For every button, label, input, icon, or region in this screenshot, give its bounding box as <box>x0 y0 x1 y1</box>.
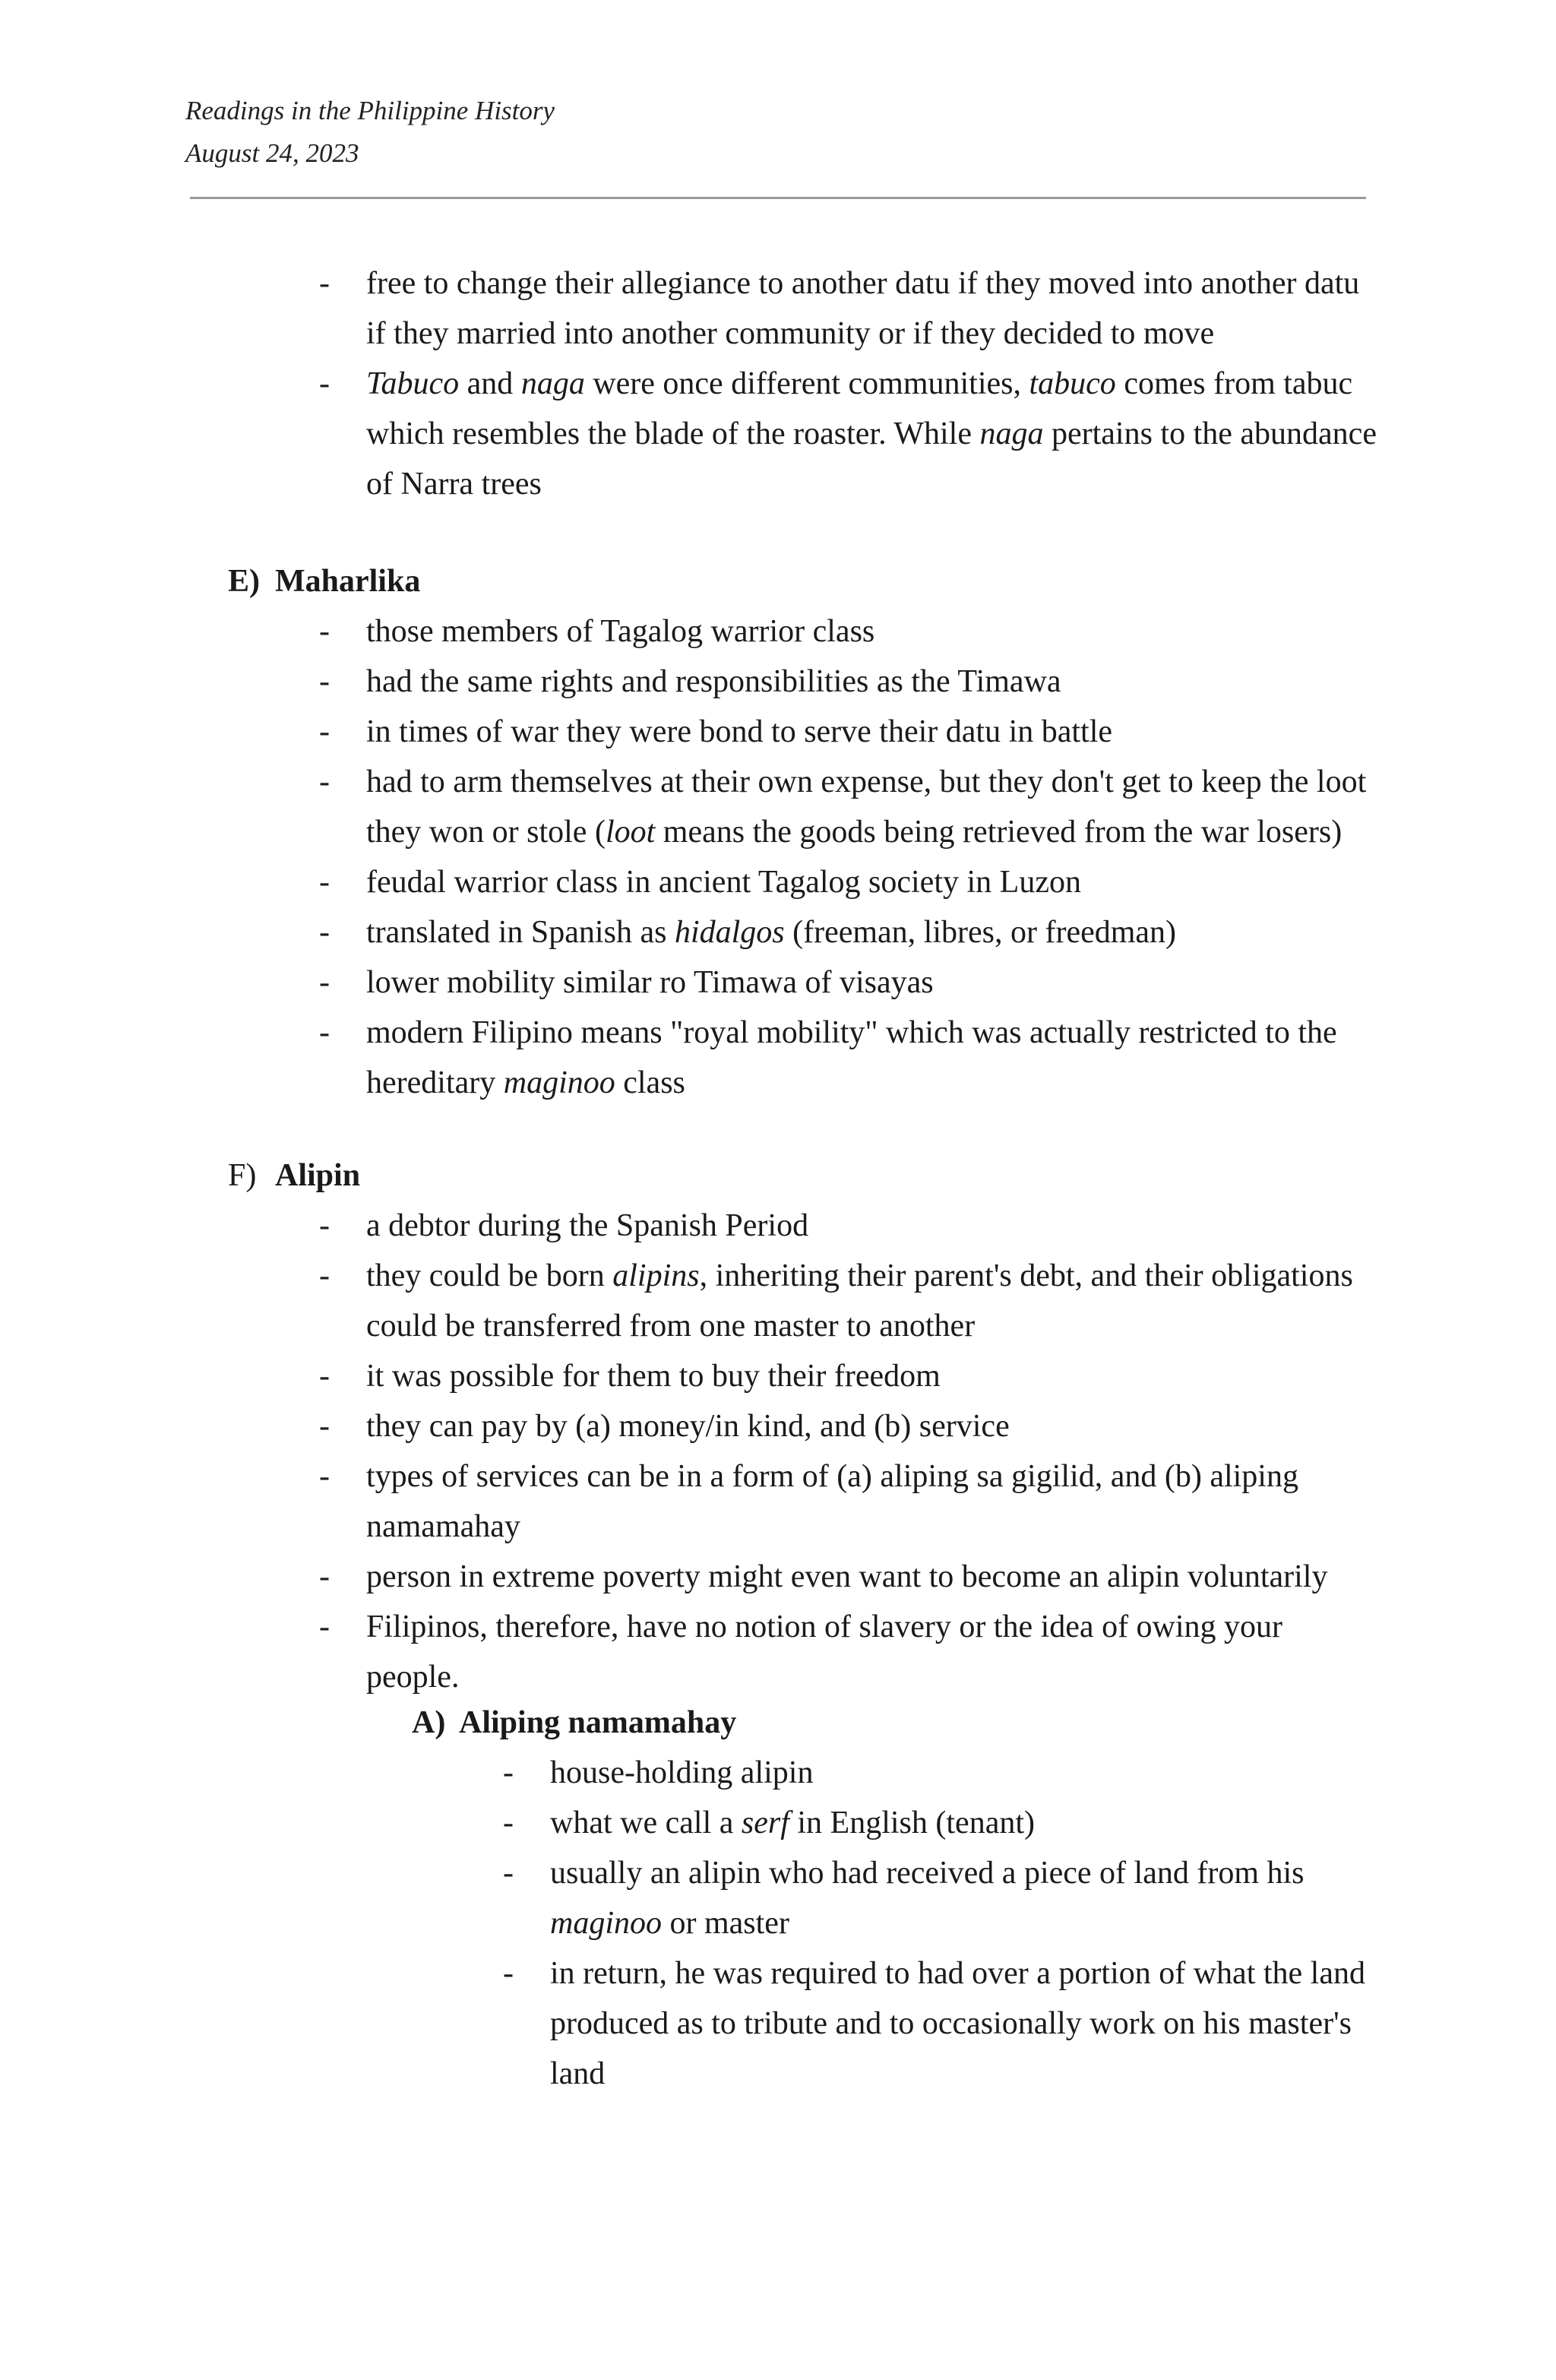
item-text: comes from tabuc which resembles the blade of the roaster. While <box>366 366 1353 451</box>
document-date: August 24, 2023 <box>185 138 359 168</box>
item-text: had the same rights and responsibilities as the Timawa <box>366 664 1061 699</box>
section-f-heading <box>228 1150 360 1201</box>
bullet-dash: - <box>319 366 330 401</box>
list-item <box>503 1848 1384 1948</box>
item-text: (freeman, libres, or freedman) <box>784 915 1177 950</box>
section-f-list <box>319 1201 1383 1702</box>
subsection-a-letter: A) <box>412 1705 446 1740</box>
list-item <box>319 707 1383 757</box>
section-e-block <box>319 606 1383 1108</box>
italic-term: naga <box>979 416 1044 451</box>
item-text: translated in Spanish as <box>366 915 675 950</box>
bullet-dash: - <box>503 1856 514 1891</box>
italic-term: serf <box>741 1806 789 1840</box>
bullet-dash: - <box>319 1359 330 1394</box>
header-divider <box>190 197 1366 199</box>
italic-term: hidalgos <box>674 915 785 950</box>
list-item <box>503 1798 1384 1848</box>
page-header <box>185 90 555 175</box>
list-item <box>319 1201 1383 1251</box>
section-e-title: Maharlika <box>275 564 421 599</box>
course-title: Readings in the Philippine History <box>185 96 555 125</box>
bullet-dash: - <box>319 915 330 950</box>
item-text: free to change their allegiance to another datu if they moved into another datu if they married into another community or if they decided to move <box>366 266 1360 351</box>
item-text: a debtor during the Spanish Period <box>366 1208 809 1243</box>
bullet-dash: - <box>319 1559 330 1594</box>
list-item <box>319 606 1383 657</box>
list-item <box>319 1451 1383 1552</box>
item-text: in times of war they were bond to serve their datu in battle <box>366 714 1113 749</box>
item-text: lower mobility similar ro Timawa of visayas <box>366 965 934 1000</box>
bullet-dash: - <box>319 965 330 1000</box>
intro-list-block <box>319 258 1383 509</box>
subsection-a-list <box>503 1748 1384 2099</box>
section-e-heading <box>228 556 420 606</box>
bullet-dash: - <box>319 664 330 699</box>
intro-list <box>319 258 1383 509</box>
list-item <box>319 1251 1383 1351</box>
bullet-dash: - <box>319 1609 330 1644</box>
item-text: modern Filipino means "royal mobility" which was actually restricted to the hereditary <box>366 1015 1337 1100</box>
list-item <box>503 1948 1384 2099</box>
item-text: person in extreme poverty might even want to become an alipin voluntarily <box>366 1559 1328 1594</box>
list-item <box>319 907 1383 957</box>
bullet-dash: - <box>319 614 330 649</box>
bullet-dash: - <box>319 1409 330 1444</box>
bullet-dash: - <box>503 1755 514 1790</box>
list-item <box>319 657 1383 707</box>
list-item <box>319 1401 1383 1451</box>
bullet-dash: - <box>319 764 330 799</box>
list-item <box>319 1552 1383 1602</box>
italic-term: maginoo <box>550 1906 662 1941</box>
item-text: types of services can be in a form of (a) aliping sa gigilid, and (b) aliping namamahay <box>366 1459 1298 1544</box>
item-text: or master <box>662 1906 789 1941</box>
item-text: they could be born <box>366 1258 613 1293</box>
item-text: those members of Tagalog warrior class <box>366 614 875 649</box>
item-text: it was possible for them to buy their freedom <box>366 1359 941 1394</box>
item-text: means the goods being retrieved from the war losers) <box>655 815 1343 850</box>
list-item <box>319 1008 1383 1108</box>
italic-term: naga <box>520 366 585 401</box>
item-text: , inheriting their parent's debt, and their obligations could be transferred from one master to another <box>366 1258 1353 1343</box>
section-f-block <box>319 1201 1383 1702</box>
bullet-dash: - <box>319 714 330 749</box>
item-text: they can pay by (a) money/in kind, and (b) service <box>366 1409 1010 1444</box>
bullet-dash: - <box>319 1258 330 1293</box>
item-text: in English (tenant) <box>789 1806 1035 1840</box>
italic-term: alipins <box>612 1258 700 1293</box>
subsection-a-heading <box>412 1698 736 1748</box>
item-text: pertains to the abundance of Narra trees <box>366 416 1377 502</box>
list-item <box>319 359 1383 509</box>
section-e-list <box>319 606 1383 1108</box>
italic-term: maginoo <box>503 1065 615 1100</box>
subsection-a-title: Aliping namamahay <box>459 1705 737 1740</box>
item-text: class <box>615 1065 685 1100</box>
bullet-dash: - <box>319 1015 330 1050</box>
bullet-dash: - <box>319 1459 330 1494</box>
item-text: in return, he was required to had over a portion of what the land produced as to tribute and to occasionally work on his master's land <box>550 1956 1365 2091</box>
section-f-letter: F) <box>228 1158 257 1193</box>
list-item <box>319 258 1383 359</box>
bullet-dash: - <box>319 1208 330 1243</box>
item-text: feudal warrior class in ancient Tagalog society in Luzon <box>366 865 1081 900</box>
list-item <box>319 757 1383 857</box>
subsection-a-block <box>503 1748 1384 2099</box>
list-item <box>319 857 1383 907</box>
item-text: had to arm themselves at their own expense, but they don't get to keep the loot they won or stole ( <box>366 764 1367 850</box>
list-item <box>503 1748 1384 1798</box>
section-f-title: Alipin <box>275 1158 361 1193</box>
item-text: usually an alipin who had received a piece of land from his <box>550 1856 1305 1891</box>
bullet-dash: - <box>503 1956 514 1991</box>
list-item <box>319 957 1383 1008</box>
list-item <box>319 1351 1383 1401</box>
bullet-dash: - <box>319 266 330 301</box>
italic-term: Tabuco <box>366 366 460 401</box>
italic-term: loot <box>605 815 656 850</box>
item-text: were once different communities, <box>584 366 1029 401</box>
section-e-letter: E) <box>228 564 260 599</box>
bullet-dash: - <box>503 1806 514 1840</box>
item-text: Filipinos, therefore, have no notion of slavery or the idea of owing your people. <box>366 1609 1283 1695</box>
list-item <box>319 1602 1383 1702</box>
item-text: house-holding alipin <box>550 1755 814 1790</box>
item-text: and <box>459 366 521 401</box>
item-text: what we call a <box>550 1806 742 1840</box>
italic-term: tabuco <box>1029 366 1116 401</box>
bullet-dash: - <box>319 865 330 900</box>
